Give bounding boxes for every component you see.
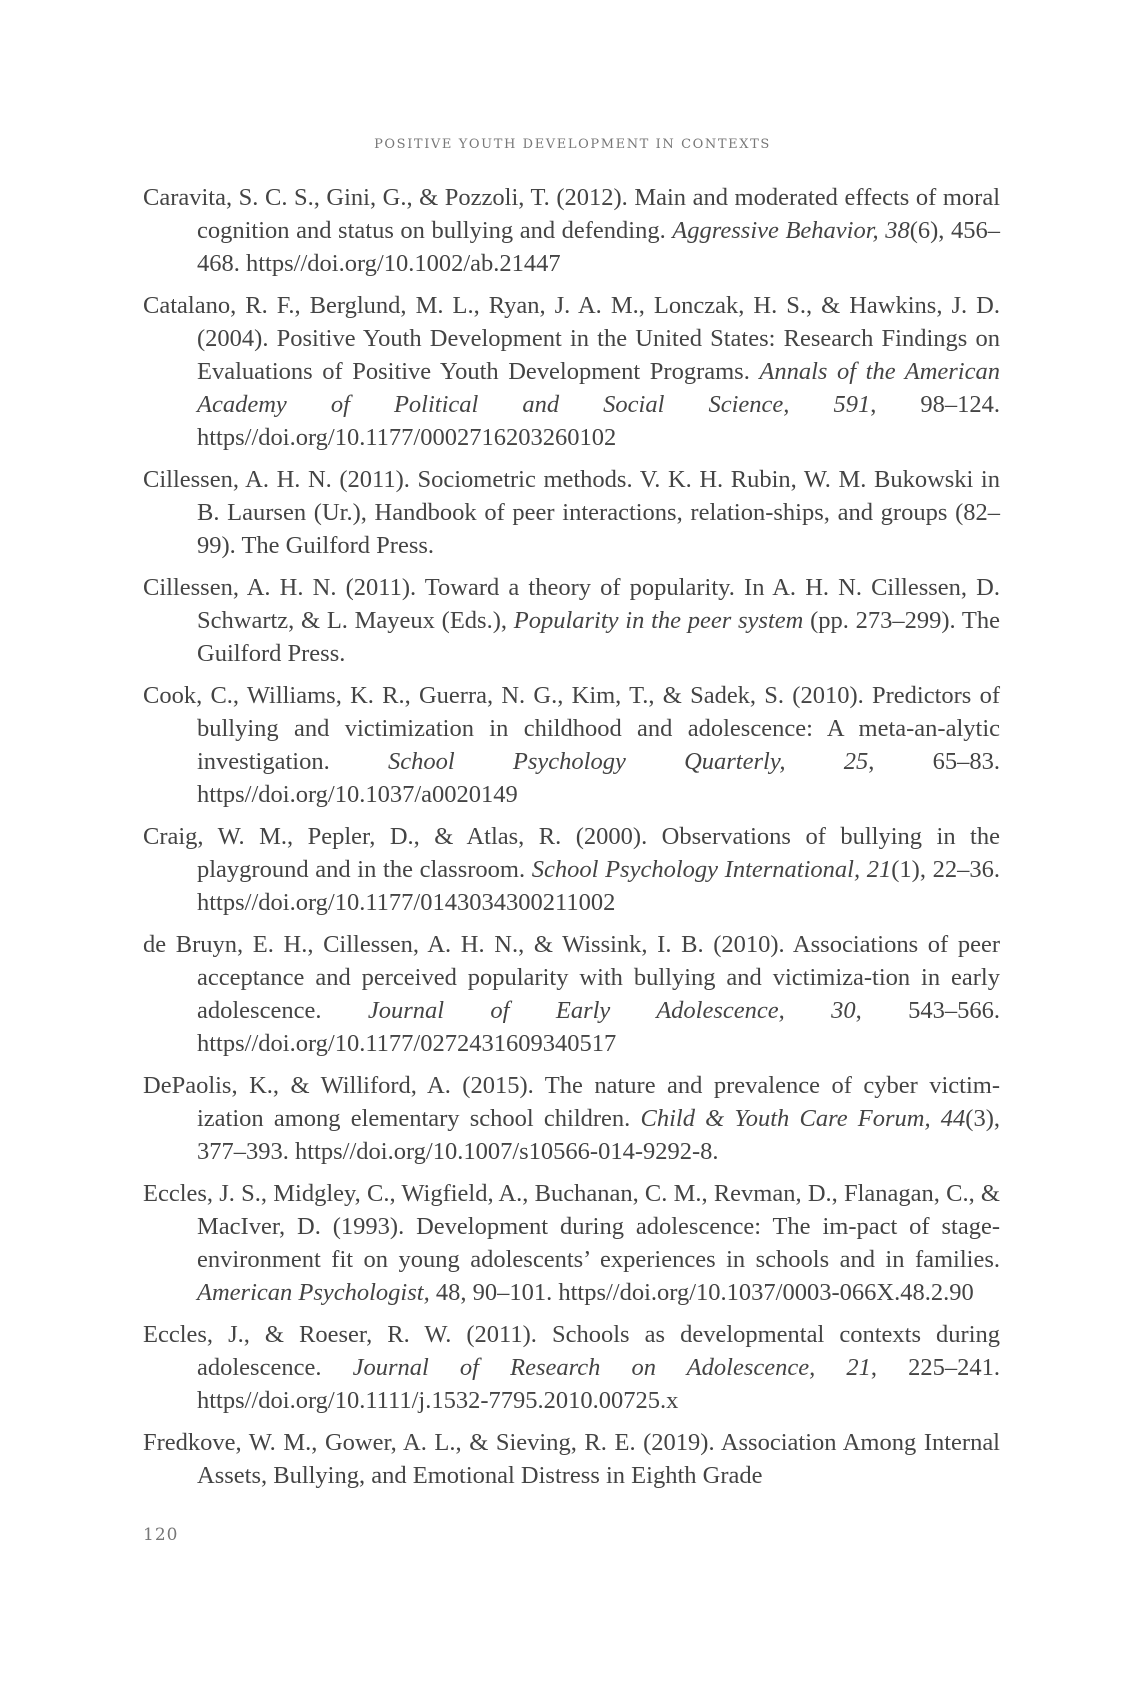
reference-details: 48, 90–101. https//doi.org/10.1037/0003-066X.48.2.90 bbox=[429, 1279, 974, 1306]
reference-list bbox=[143, 181, 1000, 1501]
reference-details: (6), 456–468. https//doi.org/10.1002/ab.21447 bbox=[197, 217, 1000, 277]
reference-source: Child & Youth Care Forum, 44 bbox=[640, 1105, 966, 1132]
reference-details: , 65–83. https//doi.org/10.1037/a0020149 bbox=[197, 748, 1000, 808]
reference-entry bbox=[143, 1318, 1000, 1417]
reference-entry bbox=[143, 571, 1000, 670]
reference-text: Caravita, S. C. S., Gini, G., & Pozzoli, T. (2012). Main and moderated effects of moral cognition and status on bullying and defending. bbox=[143, 184, 1000, 244]
reference-text: Eccles, J., & Roeser, R. W. (2011). Schools as developmental contexts during adolescence. bbox=[143, 1321, 1000, 1381]
reference-text: Cillessen, A. H. N. (2011). Sociometric methods. V. K. H. Rubin, W. M. Bukowski in B. Laursen (Ur.), Handbook of peer interactions, relation-ships, and groups (82–99). The Guilford Press. bbox=[143, 466, 1000, 559]
reference-entry bbox=[143, 463, 1000, 562]
reference-details: (pp. 273–299). The Guilford Press. bbox=[197, 607, 1001, 667]
reference-entry bbox=[143, 928, 1000, 1060]
reference-entry bbox=[143, 289, 1000, 454]
reference-entry bbox=[143, 181, 1000, 280]
reference-source: Journal of Early Adolescence, 30 bbox=[367, 997, 856, 1024]
reference-details: , 98–124. https//doi.org/10.1177/0002716203260102 bbox=[197, 391, 1001, 451]
reference-text: Fredkove, W. M., Gower, A. L., & Sieving, R. E. (2019). Association Among Internal Assets, Bullying, and Emotional Distress in Eighth Grade bbox=[143, 1429, 1000, 1489]
reference-source: Popularity in the peer system bbox=[513, 607, 804, 634]
reference-text: Craig, W. M., Pepler, D., & Atlas, R. (2000). Observations of bullying in the playground and in the classroom. bbox=[143, 823, 1000, 883]
running-head: POSITIVE YOUTH DEVELOPMENT IN CONTEXTS bbox=[374, 137, 771, 152]
reference-entry bbox=[143, 1426, 1000, 1492]
reference-entry bbox=[143, 1177, 1000, 1309]
reference-entry bbox=[143, 1069, 1000, 1168]
reference-source: American Psychologist, bbox=[197, 1279, 430, 1306]
reference-details: , 225–241. https//doi.org/10.1111/j.1532-7795.2010.00725.x bbox=[197, 1354, 1001, 1414]
reference-source: School Psychology Quarterly, 25 bbox=[387, 748, 869, 775]
reference-details: , 543–566. https//doi.org/10.1177/0272431609340517 bbox=[197, 997, 1001, 1057]
reference-text: Cook, C., Williams, K. R., Guerra, N. G., Kim, T., & Sadek, S. (2010). Predictors of bullying and victimization in childhood and adolescence: A meta-an-alytic investigation. bbox=[143, 682, 1000, 775]
page-number: 120 bbox=[143, 1525, 179, 1545]
reference-text: de Bruyn, E. H., Cillessen, A. H. N., & Wissink, I. B. (2010). Associations of peer acceptance and perceived popularity with bullying and victimiza-tion in early adolescence. bbox=[143, 931, 1000, 1024]
reference-text: Eccles, J. S., Midgley, C., Wigfield, A., Buchanan, C. M., Revman, D., Flanagan, C., & MacIver, D. (1993). Development during adolescence: The im-pact of stage-environment fit on young adolescents’ experiences in schools and in families. bbox=[143, 1180, 1000, 1273]
reference-details: (3), 377–393. https//doi.org/10.1007/s10566-014-9292-8. bbox=[197, 1105, 1000, 1165]
reference-text: Cillessen, A. H. N. (2011). Toward a theory of popularity. In A. H. N. Cillessen, D. Schwartz, & L. Mayeux (Eds.), bbox=[143, 574, 1000, 634]
reference-source: School Psychology International, 21 bbox=[531, 856, 892, 883]
reference-text: DePaolis, K., & Williford, A. (2015). The nature and prevalence of cyber victim-ization among elementary school children. bbox=[143, 1072, 1000, 1132]
reference-details: (1), 22–36. https//doi.org/10.1177/0143034300211002 bbox=[197, 856, 1000, 916]
reference-entry bbox=[143, 820, 1000, 919]
reference-entry bbox=[143, 679, 1000, 811]
reference-source: Aggressive Behavior, 38 bbox=[672, 217, 910, 244]
reference-source: Annals of the American Academy of Political and Social Science, 591 bbox=[197, 358, 1000, 418]
reference-text: Catalano, R. F., Berglund, M. L., Ryan, J. A. M., Lonczak, H. S., & Hawkins, J. D. (2004). Positive Youth Development in the United States: Research Findings on Evaluations of Positive Youth Development Programs. bbox=[143, 292, 1000, 385]
reference-source: Journal of Research on Adolescence, 21 bbox=[352, 1354, 871, 1381]
